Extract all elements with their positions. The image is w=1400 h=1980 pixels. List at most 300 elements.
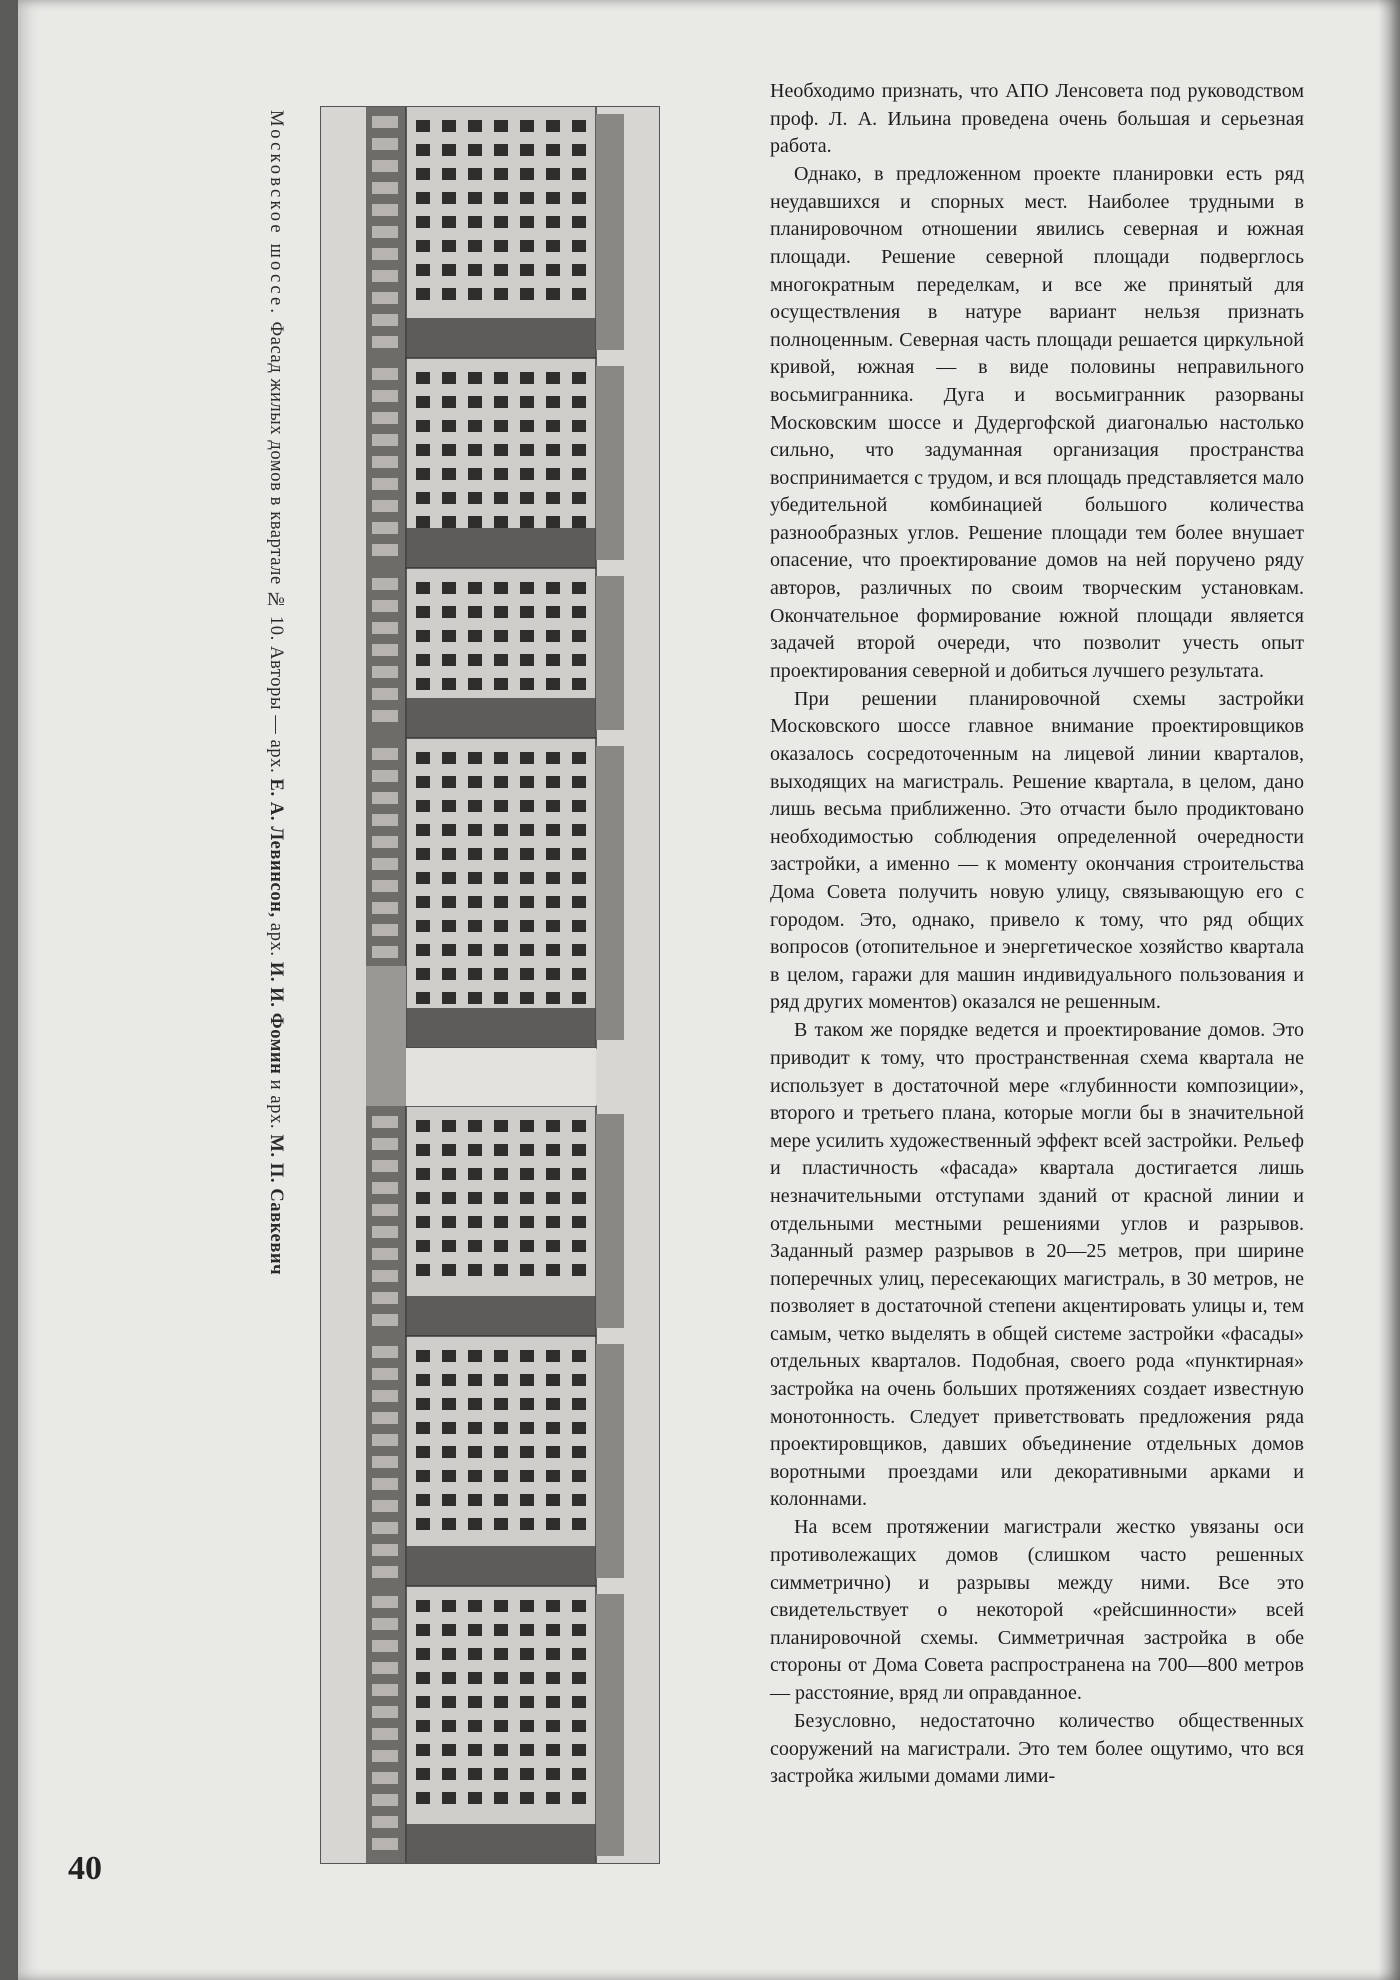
- window: [520, 240, 534, 252]
- window: [468, 1446, 482, 1458]
- window: [468, 992, 482, 1004]
- window: [572, 216, 586, 228]
- window: [416, 288, 430, 300]
- window: [546, 372, 560, 384]
- window: [468, 1470, 482, 1482]
- window: [546, 824, 560, 836]
- building-cornice-shadow: [406, 318, 596, 358]
- window: [416, 1696, 430, 1708]
- window: [416, 216, 430, 228]
- window: [442, 944, 456, 956]
- window: [494, 848, 508, 860]
- side-window: [372, 1478, 398, 1490]
- article-paragraph: Однако, в предложенном проекте планировки есть ряд неудавшихся и спорных мест. Наиболее трудными в планировочном отношении явились северная и южная площади. Решение северной площади подверглось многократным переделкам, и все же принятый для осуществления в натуре вариант нельзя признать полноценным. Северная часть площади решается циркульной кривой, южная — в виде половины неправильного восьмигранника. Дуга и восьмигранник разорваны Московским шоссе и Дудергофской диагональю настолько сильно, что задуманная организация пространства воспринимается с трудом, и вся площадь представляется мало убедительной комбинацией большого количества разнообразных углов. Решение площади тем более внушает опасение, что проектирование домов на ней поручено ряду авторов, различных по своим творческим установкам. Окончательное формирование южной площади является задачей второй очереди, что позволит учесть опыт проектирования северной и добиться лучшего результата.: [770, 163, 1304, 682]
- window: [520, 1446, 534, 1458]
- side-window: [372, 1794, 398, 1806]
- side-window: [372, 1706, 398, 1718]
- window: [572, 1216, 586, 1228]
- side-window: [372, 1182, 398, 1194]
- window: [546, 216, 560, 228]
- window: [468, 516, 482, 528]
- window: [442, 192, 456, 204]
- window: [546, 1494, 560, 1506]
- side-window: [372, 478, 398, 490]
- window: [494, 192, 508, 204]
- window: [468, 120, 482, 132]
- window: [442, 144, 456, 156]
- window: [416, 1446, 430, 1458]
- window: [572, 144, 586, 156]
- window: [442, 776, 456, 788]
- window: [546, 654, 560, 666]
- window: [468, 1168, 482, 1180]
- window: [494, 920, 508, 932]
- window: [416, 678, 430, 690]
- window: [468, 968, 482, 980]
- window: [416, 752, 430, 764]
- window: [546, 264, 560, 276]
- building-cornice-shadow: [406, 1824, 596, 1864]
- window: [520, 264, 534, 276]
- window: [468, 1792, 482, 1804]
- window: [416, 1648, 430, 1660]
- window: [546, 1240, 560, 1252]
- window: [546, 1470, 560, 1482]
- side-window: [372, 1772, 398, 1784]
- side-window: [372, 902, 398, 914]
- side-window: [372, 248, 398, 260]
- side-window: [372, 1248, 398, 1260]
- window: [442, 492, 456, 504]
- window: [416, 468, 430, 480]
- window: [546, 288, 560, 300]
- window: [468, 1720, 482, 1732]
- window: [416, 420, 430, 432]
- window: [468, 240, 482, 252]
- side-window: [372, 792, 398, 804]
- window: [416, 654, 430, 666]
- window: [494, 1240, 508, 1252]
- window: [572, 1374, 586, 1386]
- window: [572, 1744, 586, 1756]
- window: [520, 1398, 534, 1410]
- window: [416, 606, 430, 618]
- window: [494, 968, 508, 980]
- window: [416, 1720, 430, 1732]
- side-window: [372, 600, 398, 612]
- window: [520, 420, 534, 432]
- window: [520, 192, 534, 204]
- window: [494, 872, 508, 884]
- window: [494, 120, 508, 132]
- window: [572, 1792, 586, 1804]
- window: [572, 1600, 586, 1612]
- window: [546, 582, 560, 594]
- window: [468, 492, 482, 504]
- window: [546, 1696, 560, 1708]
- window: [468, 752, 482, 764]
- window: [520, 654, 534, 666]
- window: [468, 1744, 482, 1756]
- window: [468, 606, 482, 618]
- building-cornice-shadow: [406, 1546, 596, 1586]
- window: [416, 992, 430, 1004]
- window: [468, 144, 482, 156]
- window: [546, 630, 560, 642]
- article-paragraph: В таком же порядке ведется и проектирование домов. Это приводит к тому, что пространственная схема квартала не использует в достаточной мере «глубинности композиции», второго и третьего плана, которые могли бы в значительной мере усилить художественный эффект всей застройки. Рельеф и пластичность «фасада» квартала достигается лишь незначительными отступами зданий от красной линии и отдельными местными решениями углов и разрывов. Заданный размер разрывов в 20—25 метров, при ширине поперечных улиц, пересекающих магистраль, в 30 метров, не позволяет в достаточной степени акцентировать улицы и, тем самым, четко выделять в общей системе застройки «фасады» отдельных кварталов. Подобная, своего рода «пунктирная» застройка на очень больших протяжениях создает известную монотонность. Следует приветствовать предложения ряда проектировщиков, давших объединение отдельных домов воротными проездами или декоративными арками и колоннами.: [770, 1019, 1304, 1511]
- window: [468, 1422, 482, 1434]
- window: [572, 654, 586, 666]
- window: [572, 968, 586, 980]
- window: [494, 1792, 508, 1804]
- window: [442, 848, 456, 860]
- side-window: [372, 456, 398, 468]
- window: [442, 606, 456, 618]
- window: [572, 288, 586, 300]
- window: [468, 800, 482, 812]
- window: [442, 920, 456, 932]
- window: [442, 420, 456, 432]
- caption-text-arch: арх.: [266, 917, 286, 962]
- window: [546, 444, 560, 456]
- window: [520, 1240, 534, 1252]
- side-window: [372, 390, 398, 402]
- window: [572, 776, 586, 788]
- facade-drawing: [320, 106, 660, 1864]
- window: [494, 944, 508, 956]
- window: [546, 492, 560, 504]
- window: [494, 1600, 508, 1612]
- window: [468, 1624, 482, 1636]
- window: [546, 1600, 560, 1612]
- window: [520, 1696, 534, 1708]
- window: [442, 1120, 456, 1132]
- window: [442, 444, 456, 456]
- window: [494, 444, 508, 456]
- side-window: [372, 1346, 398, 1358]
- window: [416, 1216, 430, 1228]
- window: [572, 1768, 586, 1780]
- window: [572, 468, 586, 480]
- window: [442, 582, 456, 594]
- window: [520, 1518, 534, 1530]
- side-window: [372, 1456, 398, 1468]
- window: [572, 1672, 586, 1684]
- window: [442, 1374, 456, 1386]
- window: [468, 192, 482, 204]
- window: [572, 630, 586, 642]
- window: [546, 1120, 560, 1132]
- window: [546, 1792, 560, 1804]
- window: [494, 168, 508, 180]
- side-window: [372, 1412, 398, 1424]
- window: [416, 776, 430, 788]
- window: [572, 800, 586, 812]
- window: [416, 1624, 430, 1636]
- window: [494, 1422, 508, 1434]
- window: [442, 1624, 456, 1636]
- window: [494, 582, 508, 594]
- window: [442, 654, 456, 666]
- window: [416, 1422, 430, 1434]
- side-window: [372, 1500, 398, 1512]
- side-window: [372, 116, 398, 128]
- window: [572, 1350, 586, 1362]
- window: [546, 1768, 560, 1780]
- window: [442, 800, 456, 812]
- window: [416, 1470, 430, 1482]
- window: [442, 1518, 456, 1530]
- window: [494, 1446, 508, 1458]
- side-window: [372, 1544, 398, 1556]
- building-side-shadow: [596, 576, 624, 730]
- side-window: [372, 1204, 398, 1216]
- window: [520, 216, 534, 228]
- window: [572, 1696, 586, 1708]
- window: [494, 896, 508, 908]
- window: [520, 752, 534, 764]
- window: [546, 240, 560, 252]
- window: [546, 1446, 560, 1458]
- window: [546, 968, 560, 980]
- article-paragraph: При решении планировочной схемы застройки Московского шоссе главное внимание проектировщиков оказалось сосредоточенным на лицевой линии кварталов, выходящих на магистраль. Решение квартала, в целом, дано лишь весьма приближенно. Это отчасти было продиктовано необходимостью соблюдения определенной очередности застройки, а именно — к моменту окончания строительства Дома Совета получить новую улицу, связывающую его с городом. Это, однако, привело к тому, что ряд общих вопросов (отопительное и энергетическое хозяйство квартала в целом, гаражи для машин индивидуального пользования и ряд других моментов) оказался не решенным.: [770, 687, 1304, 1014]
- window: [494, 492, 508, 504]
- window: [546, 678, 560, 690]
- side-window: [372, 336, 398, 348]
- side-window: [372, 1750, 398, 1762]
- window: [494, 264, 508, 276]
- window: [494, 1720, 508, 1732]
- building-side-shadow: [596, 366, 624, 560]
- window: [520, 968, 534, 980]
- window: [546, 168, 560, 180]
- window: [520, 896, 534, 908]
- side-window: [372, 1226, 398, 1238]
- window: [546, 192, 560, 204]
- window: [416, 896, 430, 908]
- window: [442, 752, 456, 764]
- side-window: [372, 1816, 398, 1828]
- caption-lead: Московское шоссе.: [266, 110, 286, 317]
- building-side-shadow: [596, 114, 624, 350]
- window: [416, 120, 430, 132]
- side-window: [372, 1270, 398, 1282]
- window: [520, 1672, 534, 1684]
- window: [572, 1470, 586, 1482]
- window: [442, 1350, 456, 1362]
- window: [520, 944, 534, 956]
- window: [416, 944, 430, 956]
- side-window: [372, 292, 398, 304]
- window: [572, 444, 586, 456]
- side-window: [372, 666, 398, 678]
- window: [468, 288, 482, 300]
- side-window: [372, 710, 398, 722]
- window: [416, 1672, 430, 1684]
- window: [442, 1720, 456, 1732]
- window: [416, 516, 430, 528]
- window: [520, 168, 534, 180]
- side-window: [372, 1728, 398, 1740]
- window: [442, 872, 456, 884]
- window: [442, 1216, 456, 1228]
- side-window: [372, 1618, 398, 1630]
- window: [546, 1648, 560, 1660]
- window: [520, 920, 534, 932]
- side-window: [372, 770, 398, 782]
- window: [572, 920, 586, 932]
- window: [468, 1494, 482, 1506]
- window: [572, 1264, 586, 1276]
- window: [546, 420, 560, 432]
- window: [520, 1744, 534, 1756]
- window: [468, 444, 482, 456]
- window: [494, 800, 508, 812]
- window: [468, 1120, 482, 1132]
- window: [572, 678, 586, 690]
- window: [416, 1350, 430, 1362]
- window: [468, 582, 482, 594]
- article-paragraph: Безусловно, недостаточно количество общественных сооружений на магистрали. Это тем более ощутимо, что вся застройка жилыми домами лими-: [770, 1709, 1304, 1788]
- window: [442, 264, 456, 276]
- window: [494, 1744, 508, 1756]
- window: [468, 1672, 482, 1684]
- side-window: [372, 226, 398, 238]
- window: [494, 1494, 508, 1506]
- window: [572, 1240, 586, 1252]
- window: [546, 1264, 560, 1276]
- window: [494, 824, 508, 836]
- window: [520, 444, 534, 456]
- window: [520, 1648, 534, 1660]
- window: [468, 872, 482, 884]
- window: [468, 1398, 482, 1410]
- window: [442, 1672, 456, 1684]
- window: [572, 492, 586, 504]
- window: [416, 1398, 430, 1410]
- window: [442, 468, 456, 480]
- window: [572, 1648, 586, 1660]
- window: [546, 1192, 560, 1204]
- side-window: [372, 270, 398, 282]
- window: [546, 1350, 560, 1362]
- window: [468, 1518, 482, 1530]
- window: [468, 896, 482, 908]
- building-side-shadow: [596, 1594, 624, 1856]
- window: [416, 1120, 430, 1132]
- side-window: [372, 858, 398, 870]
- window: [416, 1240, 430, 1252]
- window: [468, 944, 482, 956]
- window: [494, 1264, 508, 1276]
- window: [494, 1350, 508, 1362]
- window: [442, 1240, 456, 1252]
- building-side-shadow: [596, 746, 624, 1040]
- window: [442, 630, 456, 642]
- window: [416, 1494, 430, 1506]
- window: [494, 630, 508, 642]
- window: [494, 776, 508, 788]
- side-window: [372, 688, 398, 700]
- window: [572, 168, 586, 180]
- side-window: [372, 1434, 398, 1446]
- window: [572, 1422, 586, 1434]
- window: [572, 1518, 586, 1530]
- window: [442, 1744, 456, 1756]
- window: [416, 1374, 430, 1386]
- caption-author-fomin: И. И. Фомин: [266, 961, 286, 1075]
- window: [546, 896, 560, 908]
- window: [416, 396, 430, 408]
- window: [468, 264, 482, 276]
- window: [546, 1672, 560, 1684]
- window: [520, 492, 534, 504]
- window: [468, 396, 482, 408]
- window: [442, 1696, 456, 1708]
- building-cornice-shadow: [406, 528, 596, 568]
- window: [494, 1168, 508, 1180]
- window: [442, 1600, 456, 1612]
- window: [572, 1494, 586, 1506]
- window: [416, 872, 430, 884]
- facade-illustration: [320, 106, 660, 1864]
- window: [416, 1518, 430, 1530]
- window: [572, 1720, 586, 1732]
- window: [520, 120, 534, 132]
- window: [494, 216, 508, 228]
- window: [546, 776, 560, 788]
- window: [572, 582, 586, 594]
- caption-author-savkevich: М. П. Савкевич: [266, 1134, 286, 1276]
- window: [572, 992, 586, 1004]
- window: [442, 240, 456, 252]
- window: [416, 1168, 430, 1180]
- side-window: [372, 814, 398, 826]
- window: [520, 678, 534, 690]
- window: [546, 120, 560, 132]
- side-window: [372, 412, 398, 424]
- page-number: 40: [68, 1850, 102, 1887]
- window: [572, 1120, 586, 1132]
- window: [520, 1350, 534, 1362]
- window: [494, 1470, 508, 1482]
- window: [546, 872, 560, 884]
- window: [520, 1144, 534, 1156]
- side-window: [372, 204, 398, 216]
- window: [442, 168, 456, 180]
- window: [416, 240, 430, 252]
- window: [572, 1446, 586, 1458]
- window: [468, 776, 482, 788]
- window: [468, 1144, 482, 1156]
- window: [416, 492, 430, 504]
- window: [520, 372, 534, 384]
- gateway-arch: [366, 966, 406, 1106]
- window: [442, 824, 456, 836]
- window: [494, 1696, 508, 1708]
- window: [520, 1216, 534, 1228]
- window: [520, 824, 534, 836]
- window: [416, 848, 430, 860]
- window: [546, 1374, 560, 1386]
- window: [546, 920, 560, 932]
- window: [468, 654, 482, 666]
- side-window: [372, 1368, 398, 1380]
- window: [572, 420, 586, 432]
- window: [546, 1518, 560, 1530]
- window: [416, 824, 430, 836]
- window: [572, 872, 586, 884]
